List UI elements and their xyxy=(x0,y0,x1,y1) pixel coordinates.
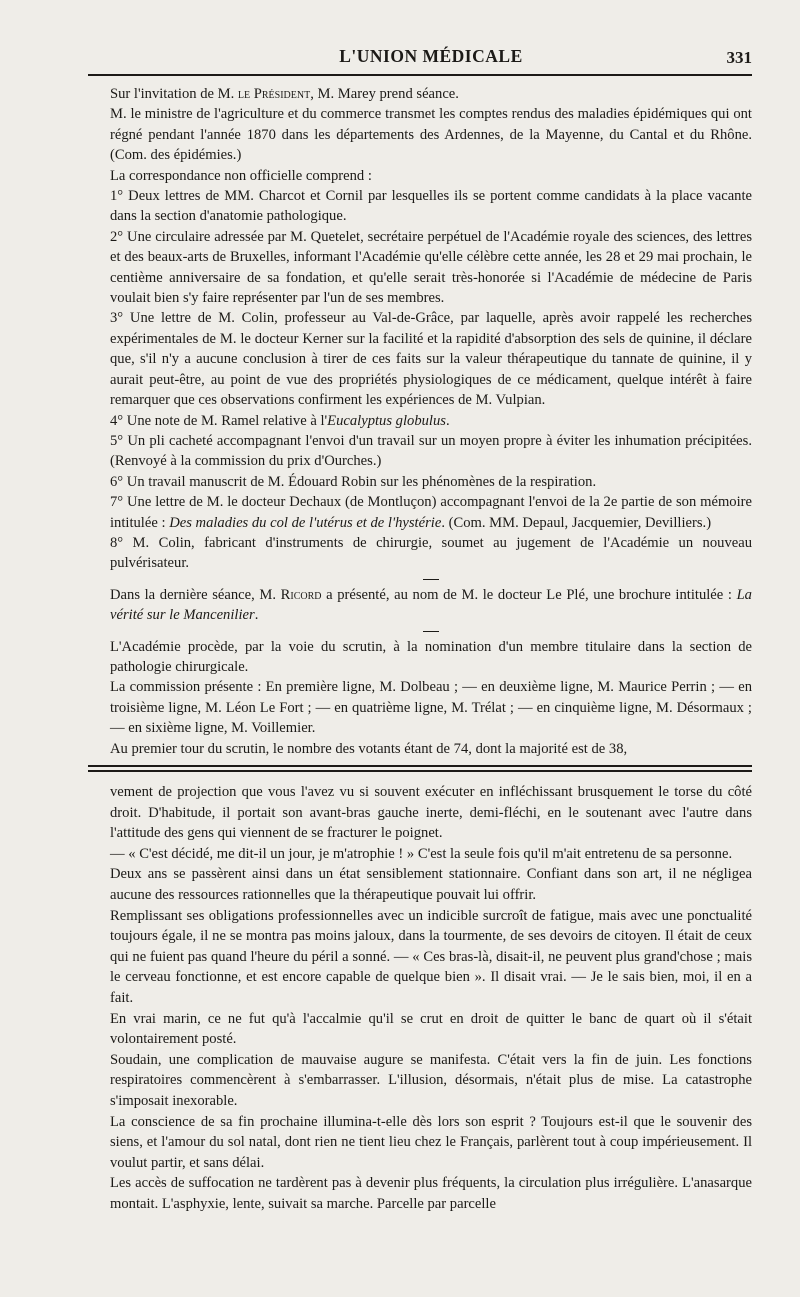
paragraph: Les accès de suffocation ne tardèrent pas à devenir plus fréquents, la circulation plus irrégulière. L'anasarque montait. L'asphyxie, lente, suivait sa marche. Parcelle par parcelle xyxy=(110,1175,752,1212)
feuilleton-rule xyxy=(88,765,752,772)
paragraph: En vrai marin, ce ne fut qu'à l'accalmie qu'il se crut en droit de quitter le banc de quart où il s'était volontairement posté. xyxy=(110,1010,752,1048)
paragraph: L'Académie procède, par la voie du scrutin, à la nomination d'un membre titulaire dans la section de pathologie chirurgicale. xyxy=(110,638,752,675)
paragraph: 5° Un pli cacheté accompagnant l'envoi d'un travail sur un moyen propre à éviter les inhumation précipitées. (Renvoyé à la commission du prix d'Ourches.) xyxy=(110,432,752,470)
academy-proceedings xyxy=(110,84,752,759)
paragraph: 1° Deux lettres de MM. Charcot et Cornil par lesquelles ils se portent comme candidats à la place vacante dans la section d'anatomie pathologique. xyxy=(110,188,752,225)
feuilleton-text xyxy=(110,782,752,1214)
page-header xyxy=(110,40,752,74)
paragraph: — « C'est décidé, me dit-il un jour, je m'atrophie ! » C'est la seule fois qu'il m'ait entretenu de sa personne. xyxy=(110,845,733,862)
paragraph: 6° Un travail manuscrit de M. Édouard Robin sur les phénomènes de la respiration. xyxy=(110,473,597,490)
paragraph: 7° Une lettre de M. le docteur Dechaux (de Montluçon) accompagnant l'envoi de la 2e partie de son mémoire intitulée : Des maladies du col de l'utérus et de l'hystérie. (Com. MM. Depaul, Jacquemier, Devilliers.) xyxy=(110,494,752,531)
paragraph: Soudain, une complication de mauvaise augure se manifesta. C'était vers la fin de juin. Les fonctions respiratoires commencèrent à s'embarrasser. L'illusion, désormais, n'était plus de mise. La catastrophe s'imposait inexorable. xyxy=(110,1051,752,1109)
paragraph: La correspondance non officielle comprend : xyxy=(110,167,372,184)
section-separator xyxy=(423,579,439,580)
running-title: L'UNION MÉDICALE xyxy=(339,46,523,66)
paragraph: Deux ans se passèrent ainsi dans un état sensiblement stationnaire. Confiant dans son art, il ne négligea aucune des ressources rationnelles que la thérapeutique pouvait lui offrir. xyxy=(110,866,752,903)
page-number: 331 xyxy=(726,48,752,67)
paragraph: 8° M. Colin, fabricant d'instruments de chirurgie, soumet au jugement de l'Académie un nouveau pulvérisateur. xyxy=(110,534,752,572)
paragraph: Au premier tour du scrutin, le nombre des votants étant de 74, dont la majorité est de 38, xyxy=(110,740,628,757)
paragraph: La conscience de sa fin prochaine illumina-t-elle dès lors son esprit ? Toujours est-il que le souvenir des siens, et l'amour du sol natal, dont rien ne tient lieu chez le Français, parlèrent tout à coup impérieusement. Il voulut partir, et sans délai. xyxy=(110,1113,752,1171)
header-rule xyxy=(88,74,752,76)
paragraph: vement de projection que vous l'avez vu si souvent exécuter en infléchissant brusquement le torse du côté droit. D'habitude, il portait son avant-bras gauche inerte, demi-fléchi, en le soutenant avec l'autre dans l'attitude des gens qui viennent de se fracturer le poignet. xyxy=(110,784,752,842)
paragraph: 3° Une lettre de M. Colin, professeur au Val-de-Grâce, par laquelle, après avoir rappelé les recherches expérimentales de M. le docteur Kerner sur la facilité et la rapidité d'absorption des sels de quinine, il déclare que, s'il n'y a aucune conclusion à tirer de ces faits sur la valeur thérapeutique du tannate de quinine, il y aurait peut-être, au point de vue des propriétés physiologiques de ce médicament, quelque intérêt à faire remarquer que ces observations confirment les expériences de M. Vulpian. xyxy=(110,310,752,409)
paragraph: Remplissant ses obligations professionnelles avec un indicible surcroît de fatigue, mais avec une ponctualité toujours égale, il ne se montra pas moins jaloux, dans la tourmente, de ses devoirs de citoyen. Il était de ceux qui ne fuient pas quand l'heure du péril a sonné. — « Ces bras-là, disait-il, ne peuvent plus grand'chose ; mais le cerveau fonctionne, et est encore capable de quelque bien ». Il disait vrai. — Je le sais bien, moi, il en a fait. xyxy=(110,907,752,1006)
paragraph: La commission présente : En première ligne, M. Dolbeau ; — en deuxième ligne, M. Maurice Perrin ; — en troisième ligne, M. Léon Le Fort ; — en quatrième ligne, M. Trélat ; — en cinquième ligne, M. Désormaux ; — en sixième ligne, M. Voillemier. xyxy=(110,679,752,737)
paragraph: Dans la dernière séance, M. Ricord a présenté, au nom de M. le docteur Le Plé, une brochure intitulée : La vérité sur le Mancenilier. xyxy=(110,586,752,624)
paragraph: 2° Une circulaire adressée par M. Quetelet, secrétaire perpétuel de l'Académie royale des sciences, des lettres et des beaux-arts de Bruxelles, informant l'Académie qu'elle célèbre cette année, les 28 et 29 mai prochain, le centième anniversaire de sa fondation, et qu'elle serait très-honorée si l'Académie de médecine de Paris voulait bien s'y faire représenter par l'un de ses membres. xyxy=(110,228,752,307)
paragraph: M. le ministre de l'agriculture et du commerce transmet les comptes rendus des maladies épidémiques qui ont régné pendant l'année 1870 dans les départements des Ardennes, de la Mayenne, du Cantal et du Rhône. (Com. des épidémies.) xyxy=(110,106,752,164)
paragraph: 4° Une note de M. Ramel relative à l'Eucalyptus globulus. xyxy=(110,412,450,429)
section-separator xyxy=(423,631,439,632)
paragraph: Sur l'invitation de M. le Président, M. Marey prend séance. xyxy=(110,86,459,102)
